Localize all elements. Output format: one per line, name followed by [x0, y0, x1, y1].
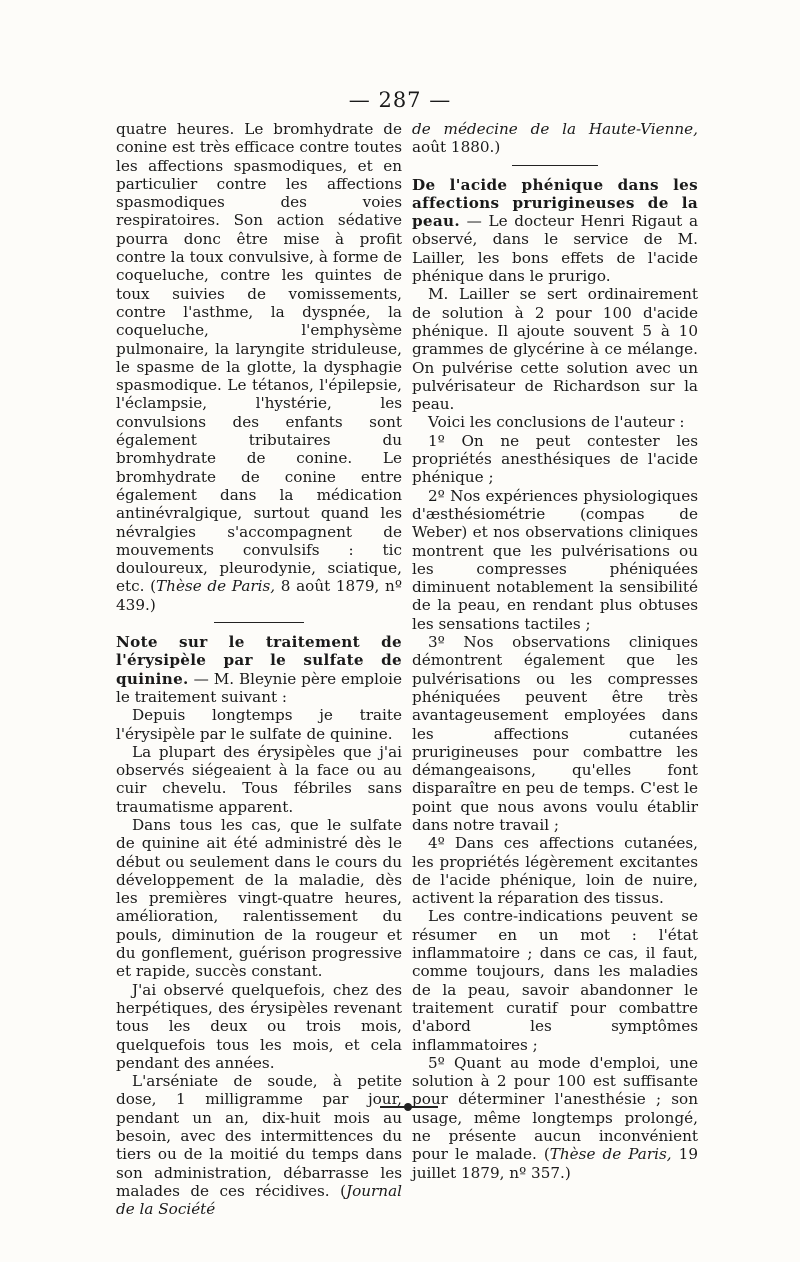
paragraph — [116, 1072, 402, 1218]
source-citation: Thèse de Paris, — [156, 577, 276, 596]
right-column — [412, 120, 698, 1182]
page-number: — 287 — — [348, 88, 452, 112]
paragraph: Dans tous les cas, que le sulfate de quinine ait été administré dès le début ou seulement dans le cours du développement de la maladie, dès les premières vingt-quatre heures, amélioration, ralentissement du pouls, diminution de la rougeur et du gonflement, guérison progressive et rapide, succès constant. — [116, 815, 402, 981]
body-text: 5º Quant au mode d'emploi, une solution à 2 pour 100 est suffisante pour déterminer l'anesthésie ; son usage, même longtemps prolongé, ne présente aucun inconvénient pour le malade. ( — [412, 1053, 698, 1164]
body-text: 19 juillet 1879, nº 357.) — [412, 1145, 698, 1182]
paragraph: J'ai observé quelquefois, chez des herpétiques, des érysipèles revenant tous les deux ou trois mois, quelquefois tous les mois, et cela pendant des années. — [116, 980, 402, 1072]
end-ornament-rule — [380, 1106, 438, 1108]
article-heading — [116, 633, 402, 706]
source-citation: Journal de la Société — [116, 1181, 402, 1219]
source-citation: de médecine de la Haute-Vienne, — [412, 120, 698, 138]
paragraph: Depuis longtemps je traite l'érysipèle par le sulfate de quinine. — [116, 706, 402, 743]
conclusion-item: 2º Nos expériences physiologiques d'æsthésiométrie (compas de Weber) et nos observations cliniques montrent que les pulvérisations ou les compresses phéniquées diminuent notablement la sensibilité de la peau, en rendant plus obtuses les sensations tactiles ; — [412, 486, 698, 633]
body-text: 8 août 1879, nº 439.) — [116, 577, 402, 614]
conclusion-item — [412, 1054, 698, 1182]
paragraph — [412, 120, 698, 157]
article-heading — [412, 176, 698, 286]
separator-rule — [214, 622, 304, 623]
conclusion-item: 3º Nos observations cliniques démontrent également que les pulvérisations ou les compresses phéniquées peuvent être très avantageusement employées dans les affections cutanées prurigineuses pour combattre les démangeaisons, qu'elles font disparaître en peu de temps. C'est le point que nous avons voulu établir dans notre travail ; — [412, 633, 698, 834]
body-text: — Le docteur Henri Rigaut a observé, dans le service de M. Lailler, les bons effets de l'acide phénique dans le prurigo. — [412, 212, 698, 286]
paragraph: M. Lailler se sert ordinairement de solution à 2 pour 100 d'acide phénique. Il ajoute souvent 5 à 10 grammes de glycérine à ce mélange. On pulvérise cette solution avec un pulvérisateur de Richardson sur la peau. — [412, 285, 698, 414]
left-column — [116, 120, 402, 1219]
paragraph: Les contre-indications peuvent se résumer en un mot : l'état inflammatoire ; dans ce cas, il faut, comme toujours, dans les maladies de la peau, savoir abandonner le traitement curatif pour combattre d'abord les symptômes inflammatoires ; — [412, 907, 698, 1054]
conclusion-item: 1º On ne peut contester les propriétés anesthésiques de l'acide phénique ; — [412, 431, 698, 487]
body-text: L'arséniate de soude, à petite dose, 1 milligramme par jour, pendant un an, dix-huit mois au besoin, avec des intermittences du tiers ou de la moitié du temps dans son administration, débarrasse les malades de ces récidives. ( — [116, 1072, 402, 1200]
separator-rule — [512, 165, 598, 166]
body-text: quatre heures. Le bromhydrate de conine est très efficace contre toutes les affections spasmodiques, et en particulier contre les affections spasmodiques des voies respiratoires. Son action sédative pourra donc être mise à profit contre la toux convulsive, à forme de coqueluche, contre les quintes de toux suivies de vomissements, contre l'asthme, la dyspnée, la coqueluche, l'emphysème pulmonaire, la laryngite striduleuse, le spasme de la glotte, la dysphagie spasmodique. Le tétanos, l'épilepsie, l'éclampsie, l'hystérie, les convulsions des enfants sont également tributaires du bromhydrate de conine. Le bromhydrate de conine entre également dans la médication antinévralgique, surtout quand les névralgies s'accompagnent de mouvements convulsifs : tic douloureux, pleurodynie, sciatique, etc. ( — [116, 120, 402, 596]
article-title: De l'acide phénique dans les affections prurigineuses de la peau. — [412, 175, 698, 231]
article-title: Note sur le traitement de l'érysipèle par le sulfate de quinine. — [116, 633, 402, 688]
paragraph — [116, 120, 402, 614]
source-citation: Thèse de Paris, — [549, 1145, 672, 1164]
paragraph: La plupart des érysipèles que j'ai observés siégeaient à la face ou au cuir chevelu. Tous fébriles sans traumatisme apparent. — [116, 742, 402, 816]
conclusion-item: 4º Dans ces affections cutanées, les propriétés légèrement excitantes de l'acide phénique, loin de nuire, activent la réparation des tissus. — [412, 834, 698, 908]
body-text: août 1880.) — [412, 138, 501, 157]
body-text: — M. Bleynie père emploie le traitement suivant : — [116, 669, 402, 706]
paragraph: Voici les conclusions de l'auteur : — [428, 413, 685, 432]
